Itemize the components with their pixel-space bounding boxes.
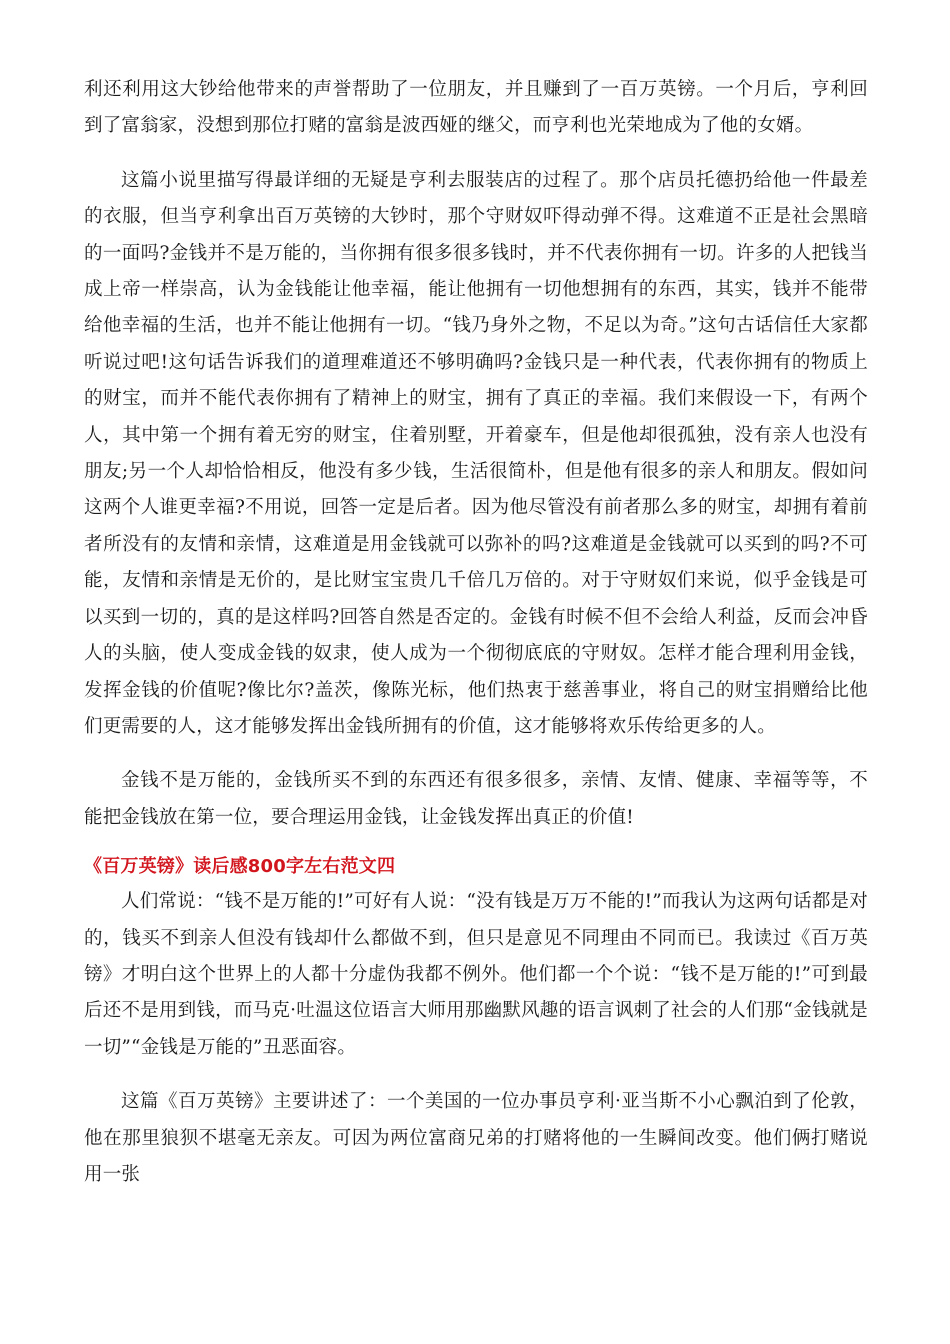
paragraph-summary-four: 这篇《百万英镑》主要讲述了：一个美国的一位办事员亨利·亚当斯不小心飘泊到了伦敦，他在那里狼狈不堪毫无亲友。可因为两位富商兄弟的打赌将他的一生瞬间改变。他们俩打赌说用一张 xyxy=(84,1091,868,1185)
paragraph-shop-analysis: 这篇小说里描写得最详细的无疑是亨利去服装店的过程了。那个店员托德扔给他一件最差的衣服，但当亨利拿出百万英镑的大钞时，那个守财奴吓得动弹不得。这难道不正是社会黑暗的一面吗?金钱并不是万能的，当你拥有很多很多钱时，并不代表你拥有一切。许多的人把钱当成上帝一样崇高，认为金钱能让他幸福，能让他拥有一切他想拥有的东西，其实，钱并不能带给他幸福的生活，也并不能让他拥有一切。“钱乃身外之物，不足以为奇。”这句古话信任大家都听说过吧!这句话告诉我们的道理难道还不够明确吗?金钱只是一种代表，代表你拥有的物质上的财宝，而并不能代表你拥有了精神上的财宝，拥有了真正的幸福。我们来假设一下，有两个人，其中第一个拥有着无穷的财宝，住着别墅，开着豪车，但是他却很孤独，没有亲人也没有朋友;另一个人却恰恰相反，他没有多少钱，生活很简朴，但是他有很多的亲人和朋友。假如问这两个人谁更幸福?不用说，回答一定是后者。因为他尽管没有前者那么多的财宝，却拥有着前者所没有的友情和亲情，这难道是用金钱就可以弥补的吗?这难道是金钱就可以买到的吗?不可能，友情和亲情是无价的，是比财宝宝贵几千倍几万倍的。对于守财奴们来说，似乎金钱是可以买到一切的，真的是这样吗?回答自然是否定的。金钱有时候不但不会给人利益，反而会冲昏人的头脑，使人变成金钱的奴隶，使人成为一个彻彻底底的守财奴。怎样才能合理利用金钱，发挥金钱的价值呢?像比尔?盖茨，像陈光标，他们热衷于慈善事业，将自己的财宝捐赠给比他们更需要的人，这才能够发挥出金钱所拥有的价值，这才能够将欢乐传给更多的人。 xyxy=(84,169,868,737)
paragraph-continuation: 利还利用这大钞给他带来的声誉帮助了一位朋友，并且赚到了一百万英镑。一个月后，亨利回到了富翁家，没想到那位打赌的富翁是波西娅的继父，而亨利也光荣地成为了他的女婿。 xyxy=(84,79,868,137)
paragraph-gap xyxy=(84,145,868,163)
document-page xyxy=(84,72,868,1193)
paragraph-gap xyxy=(84,745,868,763)
section-heading: 《百万英镑》读后感800字左右范文四 xyxy=(84,856,396,878)
paragraph-conclusion: 金钱不是万能的，金钱所买不到的东西还有很多很多，亲情、友情、健康、幸福等等，不能把金钱放在第一位，要合理运用金钱，让金钱发挥出真正的价值! xyxy=(84,770,868,828)
paragraph-gap xyxy=(84,1066,868,1084)
paragraph-intro-four: 人们常说：“钱不是万能的!”可好有人说：“没有钱是万万不能的!”而我认为这两句话都是对的，钱买不到亲人但没有钱却什么都做不到，但只是意见不同理由不同而已。我读过《百万英镑》才明白这个世界上的人都十分虚伪我都不例外。他们都一个个说：“钱不是万能的!”可到最后还不是用到钱，而马克·吐温这位语言大师用那幽默风趣的语言讽刺了社会的人们那“金钱就是一切”“金钱是万能的”丑恶面容。 xyxy=(84,891,868,1058)
